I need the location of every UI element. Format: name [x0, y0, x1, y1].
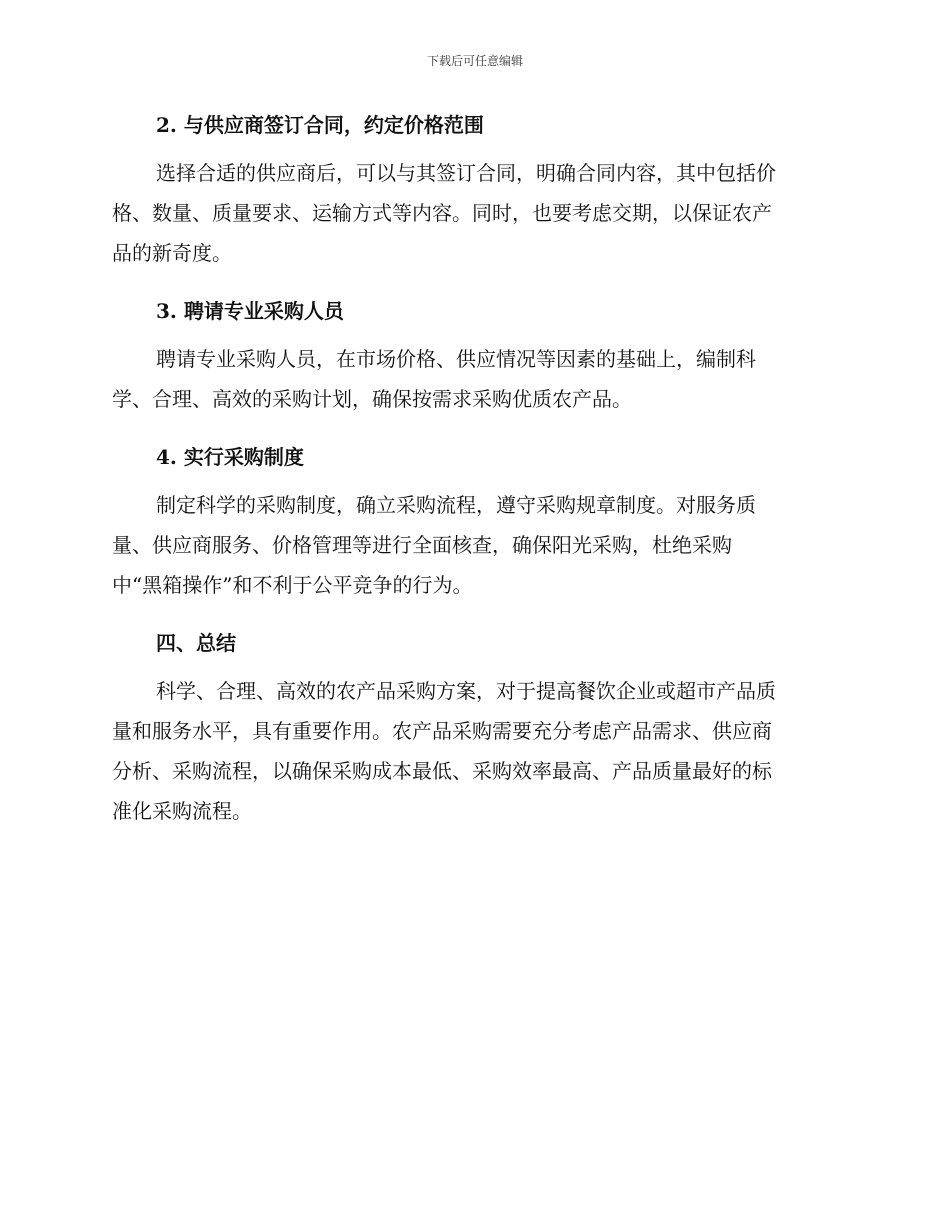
- section-heading: 4. 实行采购制度: [156, 445, 304, 469]
- section-heading: 2. 与供应商签订合同，约定价格范围: [156, 113, 484, 137]
- paragraph-line: 量、供应商服务、价格管理等进行全面核查，确保阳光采购，杜绝采购: [112, 533, 732, 557]
- section-heading: 3. 聘请专业采购人员: [156, 299, 344, 323]
- paragraph-line: 中“黑箱操作”和不利于公平竞争的行为。: [112, 573, 473, 597]
- section-paragraph: [112, 485, 832, 605]
- section-paragraph: [112, 671, 832, 831]
- section-paragraph: [112, 339, 832, 419]
- paragraph-line: 选择合适的供应商后，可以与其签订合同，明确合同内容，其中包括价: [156, 161, 776, 185]
- paragraph-line: 分析、采购流程，以确保采购成本最低、采购效率最高、产品质量最好的标: [112, 759, 772, 783]
- paragraph-line: 制定科学的采购制度，确立采购流程，遵守采购规章制度。对服务质: [156, 493, 756, 517]
- document-body: [112, 110, 832, 831]
- paragraph-line: 科学、合理、高效的农产品采购方案，对于提高餐饮企业或超市产品质: [156, 679, 776, 703]
- section-heading: 四、总结: [156, 631, 236, 655]
- paragraph-line: 格、数量、质量要求、运输方式等内容。同时，也要考虑交期，以保证农产: [112, 201, 772, 225]
- paragraph-line: 量和服务水平，具有重要作用。农产品采购需要充分考虑产品需求、供应商: [112, 719, 772, 743]
- paragraph-line: 聘请专业采购人员，在市场价格、供应情况等因素的基础上，编制科: [156, 347, 756, 371]
- paragraph-line: 学、合理、高效的采购计划，确保按需求采购优质农产品。: [112, 387, 632, 411]
- paragraph-line: 准化采购流程。: [112, 799, 252, 823]
- section-paragraph: [112, 153, 832, 273]
- page-header: 下载后可任意编辑: [426, 54, 523, 68]
- paragraph-line: 品的新奇度。: [112, 241, 232, 265]
